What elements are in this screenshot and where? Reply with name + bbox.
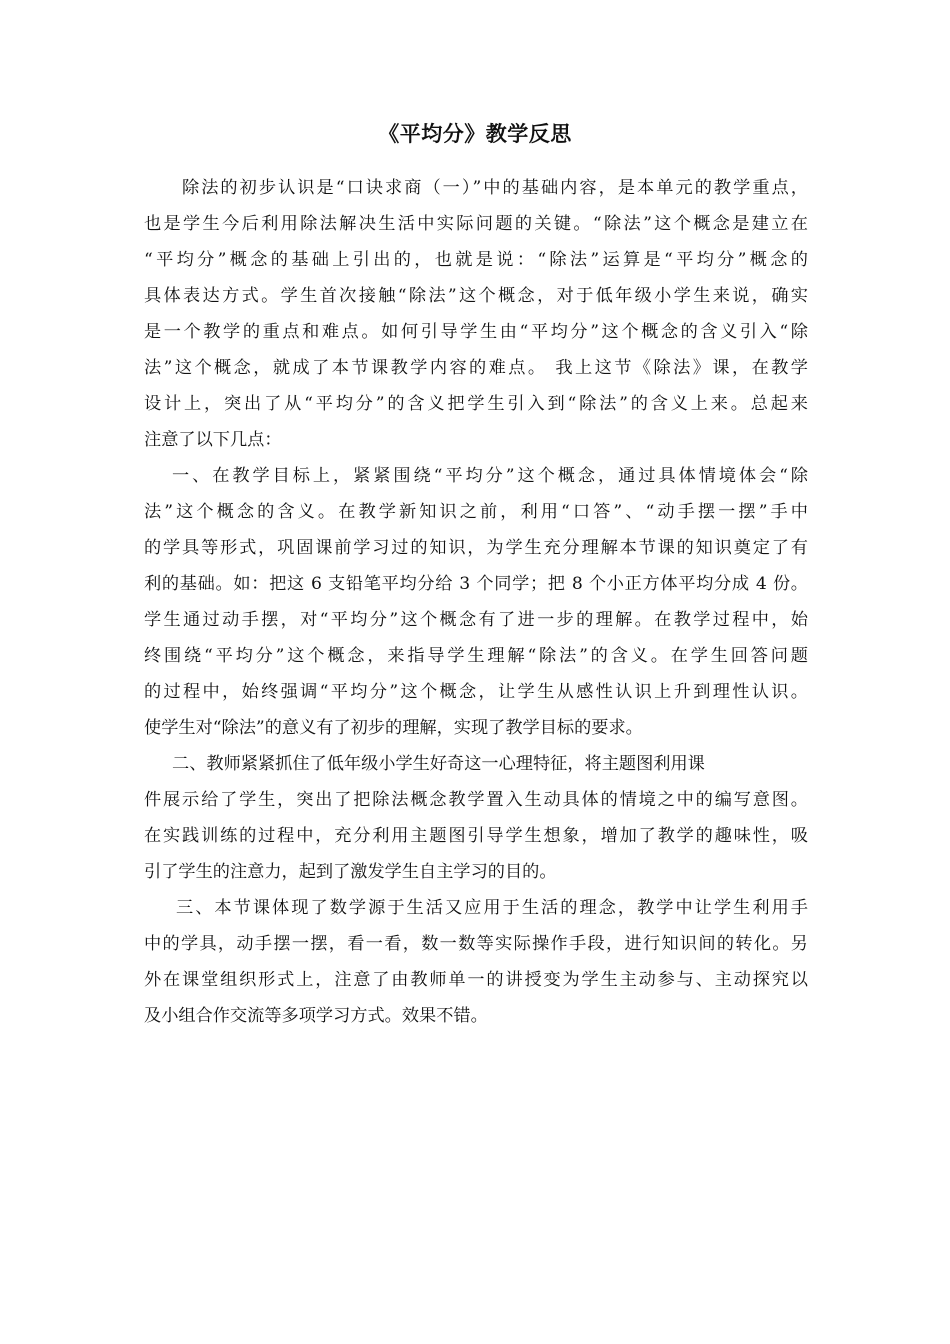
text-line: 引了学生的注意力，起到了激发学生自主学习的目的。 [144, 862, 557, 882]
text-line: 在实践训练的过程中，充分利用主题图引导学生想象，增加了教学的趣味性，吸 [144, 826, 808, 846]
text-line: 三、本节课体现了数学源于生活又应用于生活的理念，教学中让学生利用手 [176, 898, 808, 918]
text-line: 是一个教学的重点和难点。如何引导学生由“平均分”这个概念的含义引入“除 [144, 322, 808, 342]
text-line: 外在课堂组织形式上，注意了由教师单一的讲授变为学生主动参与、主动探究以 [144, 970, 808, 990]
text-line: 利的基础。如：把这 6 支铅笔平均分给 3 个同学；把 8 个小正方体平均分成 4 份。 [144, 574, 808, 594]
text-line: 法”这个概念，就成了本节课教学内容的难点。 我上这节《除法》课，在教学 [144, 358, 808, 378]
text-line: 中的学具，动手摆一摆，看一看，数一数等实际操作手段，进行知识间的转化。另 [144, 934, 808, 954]
text-line: 学生通过动手摆，对“平均分”这个概念有了进一步的理解。在教学过程中，始 [144, 610, 808, 630]
text-line: 及小组合作交流等多项学习方式。效果不错。 [144, 1006, 488, 1026]
text-line: 法”这个概念的含义。在教学新知识之前，利用“口答”、“动手摆一摆”手中 [144, 502, 808, 522]
text-line: 终围绕“平均分”这个概念，来指导学生理解“除法”的含义。在学生回答问题 [144, 646, 808, 666]
text-line: 除法的初步认识是“口诀求商（一）”中的基础内容，是本单元的教学重点， [182, 178, 808, 198]
text-line: 件展示给了学生，突出了把除法概念教学置入生动具体的情境之中的编写意图。 [144, 790, 808, 810]
document-body [144, 170, 808, 1034]
text-line: 使学生对“除法”的意义有了初步的理解，实现了教学目标的要求。 [144, 718, 643, 738]
text-line: 也是学生今后利用除法解决生活中实际问题的关键。“除法”这个概念是建立在 [144, 214, 808, 234]
text-line: 二、教师紧紧抓住了低年级小学生好奇这一心理特征，将主题图利用课 [172, 754, 705, 774]
text-line: 设计上，突出了从“平均分”的含义把学生引入到“除法”的含义上来。总起来 [144, 394, 808, 414]
text-line: 具体表达方式。学生首次接触“除法”这个概念，对于低年级小学生来说，确实 [144, 286, 808, 306]
text-line: 的学具等形式，巩固课前学习过的知识，为学生充分理解本节课的知识奠定了有 [144, 538, 808, 558]
text-line: 注意了以下几点： [144, 430, 282, 450]
document-title: 《平均分》教学反思 [378, 121, 572, 146]
text-line: 一、在教学目标上，紧紧围绕“平均分”这个概念，通过具体情境体会“除 [172, 466, 808, 486]
text-line: “平均分”概念的基础上引出的，也就是说：“除法”运算是“平均分”概念的 [144, 250, 808, 270]
text-line: 的过程中，始终强调“平均分”这个概念，让学生从感性认识上升到理性认识。 [144, 682, 808, 702]
